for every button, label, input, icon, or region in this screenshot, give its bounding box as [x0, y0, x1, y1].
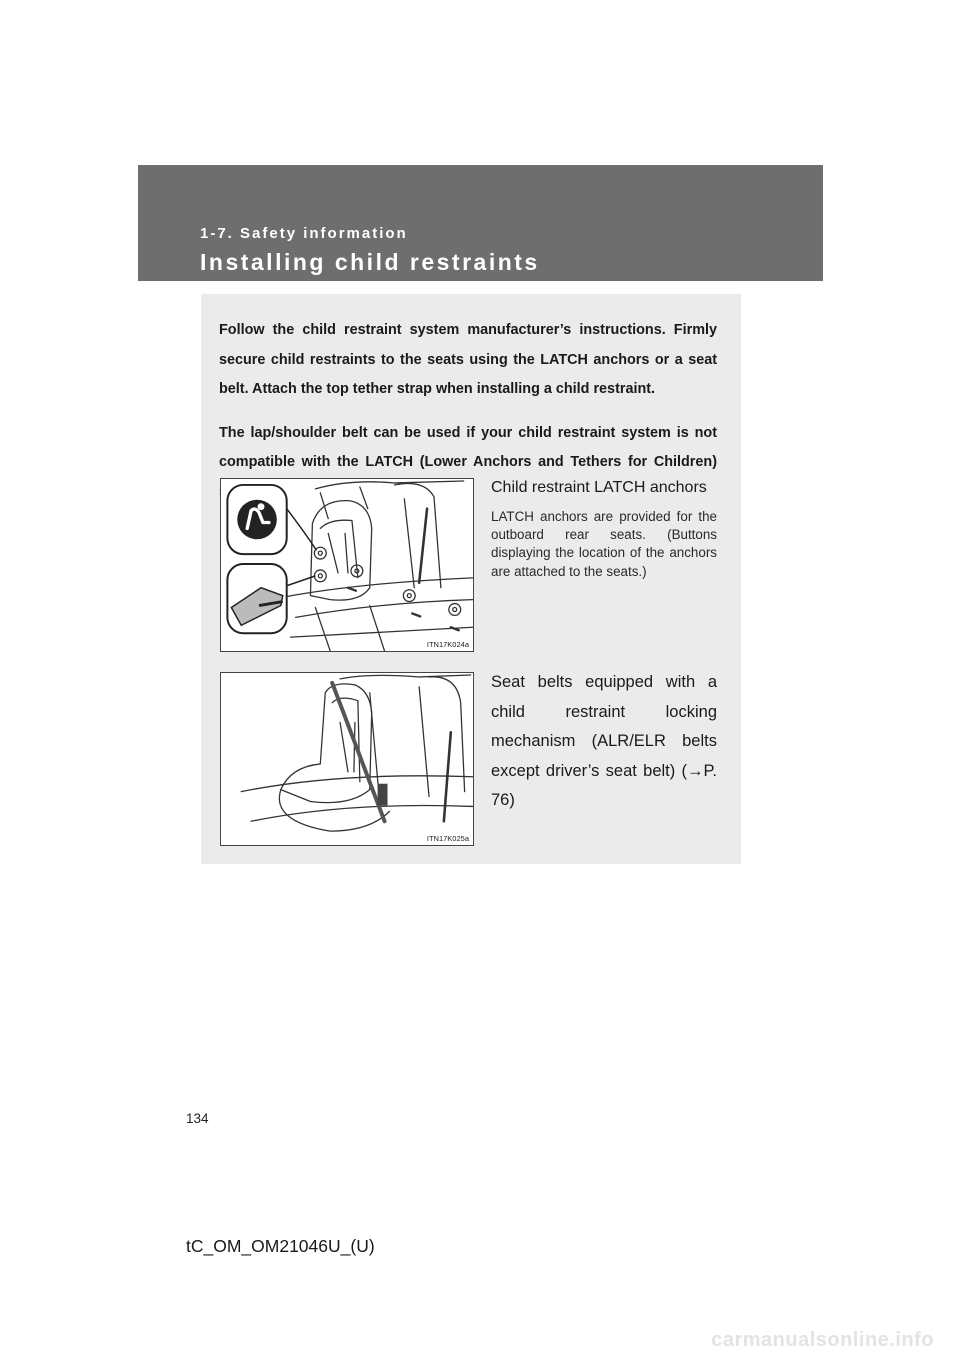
content-panel	[201, 294, 741, 864]
item-description-latch: LATCH anchors are provided for the outboard rear seats. (Buttons displaying the location of the anchors are attached to the seats.)	[491, 509, 717, 579]
page-number: 134	[186, 1111, 209, 1126]
page-title: Installing child restraints	[200, 249, 540, 275]
seat-belt-drawing	[221, 673, 473, 845]
seat-belt-illustration	[220, 672, 474, 846]
item-title-seat-belts: Seat belts equipped with a child restraint locking mechanism (ALR/ELR belts except driver’s seat belt) (→P. 76)	[491, 673, 717, 809]
document-code: tC_OM_OM21046U_(U)	[186, 1236, 375, 1256]
latch-anchors-drawing	[221, 479, 473, 651]
watermark: carmanualsonline.info	[711, 1329, 934, 1351]
latch-anchors-illustration	[220, 478, 474, 652]
section-header	[138, 165, 823, 281]
figure-id: ITN17K024a	[426, 640, 469, 649]
item-title-latch: Child restraint LATCH anchors	[491, 479, 707, 496]
belt-buckle-icon	[378, 784, 388, 806]
intro-paragraph-2: The lap/shoulder belt can be used if your child restraint system is not compatible with the LATCH (Lower Anchors and Tethers for Children)	[219, 424, 717, 470]
latch-symbol-icon	[237, 500, 277, 540]
intro-paragraph-1: Follow the child restraint system manufacturer’s instructions. Firmly secure child restraints to the seats using the LATCH anchors or a seat belt. Attach the top tether strap when installing a child restraint.	[219, 322, 717, 397]
figure-id: ITN17K025a	[426, 834, 469, 843]
section-label: 1-7. Safety information	[200, 225, 408, 242]
